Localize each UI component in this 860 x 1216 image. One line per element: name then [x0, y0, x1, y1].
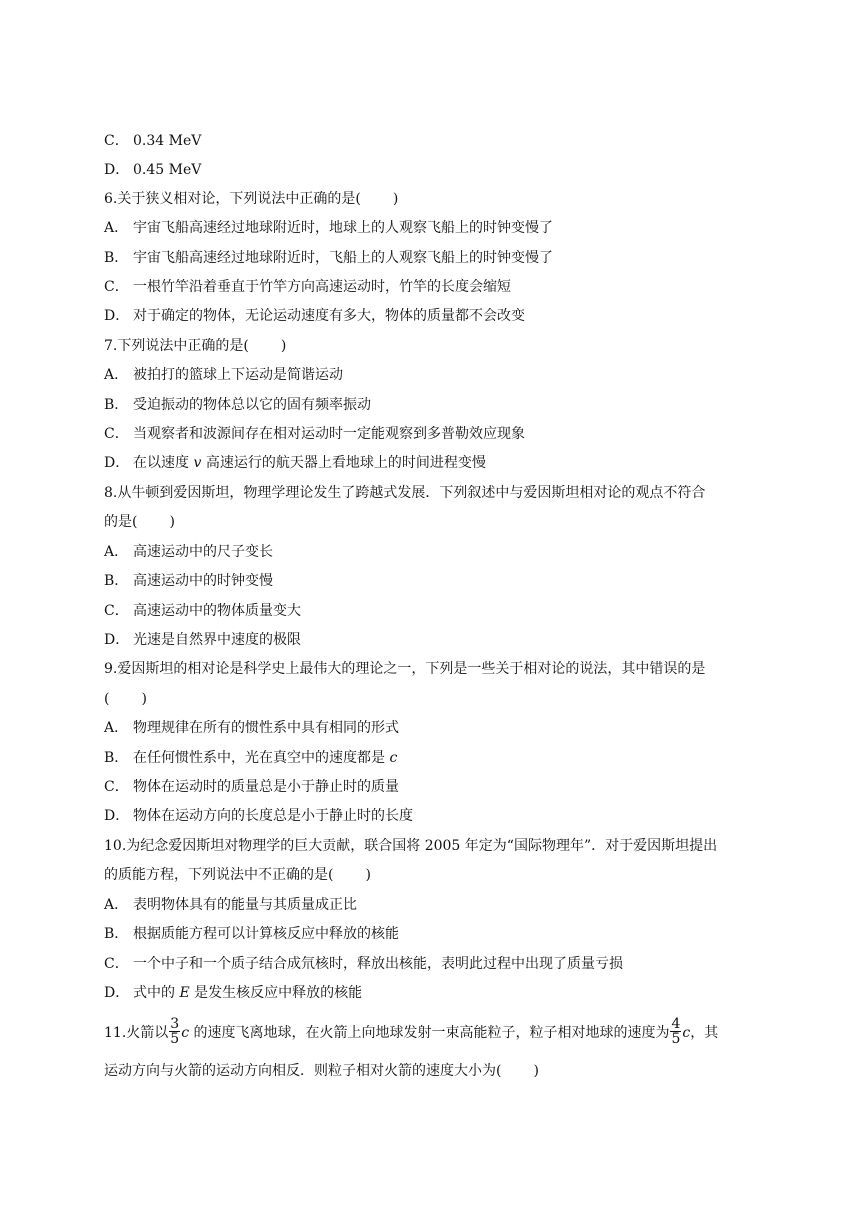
variable-v: v: [193, 455, 202, 471]
question-6-stem: 6.关于狭义相对论，下列说法中正确的是( ): [104, 191, 399, 207]
variable-c: c: [682, 1025, 691, 1041]
question-9-option-d: D． 物体在运动方向的长度总是小于静止时的长度: [104, 808, 413, 824]
question-11-stem-line-2: 运动方向与火箭的运动方向相反．则粒子相对火箭的速度大小为( ): [104, 1063, 539, 1079]
question-10-option-b: B． 根据质能方程可以计算核反应中释放的核能: [104, 926, 399, 942]
question-7-option-d: D． 在以速度 v 高速运行的航天器上看地球上的时间进程变慢: [104, 455, 486, 471]
question-10-stem-line-2: 的质能方程，下列说法中不正确的是( ): [104, 867, 371, 883]
question-6-option-b: B． 宇宙飞船高速经过地球附近时，飞船上的人观察飞船上的时钟变慢了: [104, 250, 553, 266]
option-c-prev: C． 0.34 MeV: [104, 133, 202, 149]
question-9-stem-line-1: 9.爱因斯坦的相对论是科学史上最伟大的理论之一，下列是一些关于相对论的说法，其中错误的是: [104, 661, 706, 677]
question-8-option-d: D． 光速是自然界中速度的极限: [104, 632, 301, 648]
fraction-four-fifths: $\frac{4}{5}$: [671, 1015, 681, 1047]
question-8-option-b: B． 高速运动中的时钟变慢: [104, 573, 273, 589]
option-d-prev: D． 0.45 MeV: [104, 162, 202, 178]
question-8-stem-line-2: 的是( ): [104, 514, 175, 530]
question-7-option-b: B． 受迫振动的物体总以它的固有频率振动: [104, 397, 371, 413]
question-11-stem-line-1: 11.火箭以 $\frac{3}{5}$ c 的速度飞离地球，在火箭上向地球发射一束高能粒子，粒子相对地球的速度为 $\frac{4}{5}$ c，其: [104, 1015, 719, 1047]
question-9-option-b: B． 在任何惯性系中，光在真空中的速度都是 c: [104, 750, 398, 766]
question-10-option-c: C． 一个中子和一个质子结合成氘核时，释放出核能，表明此过程中出现了质量亏损: [104, 956, 623, 972]
question-7-stem: 7.下列说法中正确的是( ): [104, 338, 287, 354]
variable-c: c: [389, 750, 398, 766]
question-6-option-d: D． 对于确定的物体，无论运动速度有多大，物体的质量都不会改变: [104, 308, 525, 324]
question-10-stem-line-1: 10.为纪念爱因斯坦对物理学的巨大贡献，联合国将 2005 年定为“国际物理年”．对于爱因斯坦提出: [104, 838, 718, 854]
question-10-option-d: D． 式中的 E 是发生核反应中释放的核能: [104, 985, 363, 1001]
question-7-option-c: C． 当观察者和波源间存在相对运动时一定能观察到多普勒效应现象: [104, 426, 525, 442]
variable-c: c: [181, 1025, 190, 1041]
question-9-option-a: A． 物理规律在所有的惯性系中具有相同的形式: [104, 720, 399, 736]
question-9-stem-line-2: ( ): [104, 691, 147, 707]
question-8-stem-line-1: 8.从牛顿到爱因斯坦，物理学理论发生了跨越式发展．下列叙述中与爱因斯坦相对论的观点不符合: [104, 485, 706, 501]
question-9-option-c: C． 物体在运动时的质量总是小于静止时的质量: [104, 779, 399, 795]
question-8-option-a: A． 高速运动中的尺子变长: [104, 544, 273, 560]
question-8-option-c: C． 高速运动中的物体质量变大: [104, 603, 301, 619]
question-6-option-c: C． 一根竹竿沿着垂直于竹竿方向高速运动时，竹竿的长度会缩短: [104, 279, 511, 295]
fraction-three-fifths: $\frac{3}{5}$: [170, 1015, 180, 1047]
question-10-option-a: A． 表明物体具有的能量与其质量成正比: [104, 897, 357, 913]
question-6-option-a: A． 宇宙飞船高速经过地球附近时，地球上的人观察飞船上的时钟变慢了: [104, 220, 553, 236]
question-7-option-a: A． 被拍打的篮球上下运动是简谐运动: [104, 367, 343, 383]
variable-e: E: [179, 985, 190, 1001]
